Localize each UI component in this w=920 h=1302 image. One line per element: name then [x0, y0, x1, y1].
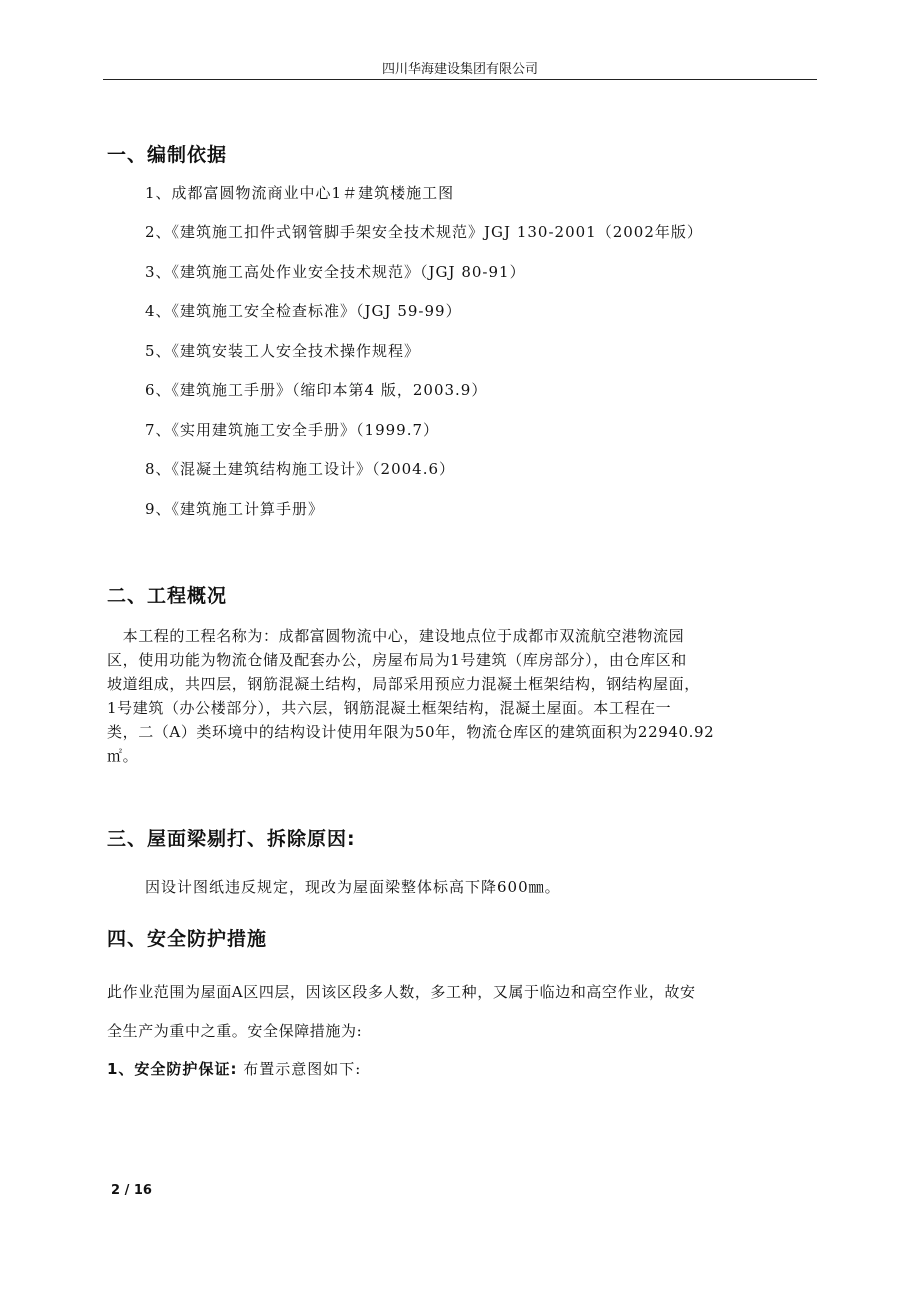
section-heading-reason: 三、屋面梁剔打、拆除原因: — [107, 828, 356, 850]
reference-item: 1、成都富圆物流商业中心1＃建筑楼施工图 — [145, 184, 455, 202]
header-divider — [103, 79, 817, 80]
paragraph-line: 坡道组成，共四层，钢筋混凝土结构，局部采用预应力混凝土框架结构，钢结构屋面， — [107, 675, 700, 693]
project-overview-paragraph — [107, 624, 815, 768]
page-number: 2 / 16 — [111, 1183, 152, 1198]
paragraph-line: ㎡。 — [107, 747, 139, 765]
safety-subheading — [107, 1058, 361, 1079]
reference-item: 2、《建筑施工扣件式钢管脚手架安全技术规范》JGJ 130-2001（2002年版） — [145, 223, 703, 241]
section-heading-basis: 一、编制依据 — [107, 144, 228, 166]
reference-item: 5、《建筑安装工人安全技术操作规程》 — [145, 342, 421, 360]
company-name: 四川华海建设集团有限公司 — [381, 62, 538, 77]
paragraph-line: 类，二（A）类环境中的结构设计使用年限为50年，物流仓库区的建筑面积为22940.92 — [107, 723, 715, 741]
section-heading-overview: 二、工程概况 — [107, 585, 228, 607]
section-heading-safety: 四、安全防护措施 — [107, 928, 268, 950]
subheading-label: 1、安全防护保证: — [107, 1060, 238, 1078]
paragraph-line: 此作业范围为屋面A区四层，因该区段多人数，多工种，又属于临边和高空作业，故安 — [107, 983, 696, 1001]
reference-item: 8、《混凝土建筑结构施工设计》（2004.6） — [145, 460, 456, 478]
subheading-text: 布置示意图如下: — [237, 1060, 362, 1078]
reference-item: 3、《建筑施工高处作业安全技术规范》（JGJ 80-91） — [145, 263, 526, 281]
reference-item: 4、《建筑施工安全检查标准》（JGJ 59-99） — [145, 302, 462, 320]
paragraph-line: 1号建筑（办公楼部分），共六层，钢筋混凝土框架结构，混凝土屋面。本工程在一 — [107, 699, 672, 717]
paragraph-line: 本工程的工程名称为：成都富圆物流中心，建设地点位于成都市双流航空港物流园 — [107, 627, 685, 645]
reason-text: 因设计图纸违反规定，现改为屋面梁整体标高下降600㎜。 — [145, 878, 561, 896]
safety-paragraph — [107, 973, 815, 1051]
paragraph-line: 区，使用功能为物流仓储及配套办公，房屋布局为1号建筑（库房部分），由仓库区和 — [107, 651, 687, 669]
reference-item: 6、《建筑施工手册》（缩印本第4 版，2003.9） — [145, 381, 488, 399]
paragraph-line: 全生产为重中之重。安全保障措施为: — [107, 1022, 363, 1040]
reference-item: 9、《建筑施工计算手册》 — [145, 500, 325, 518]
reference-item: 7、《实用建筑施工安全手册》（1999.7） — [145, 421, 440, 439]
